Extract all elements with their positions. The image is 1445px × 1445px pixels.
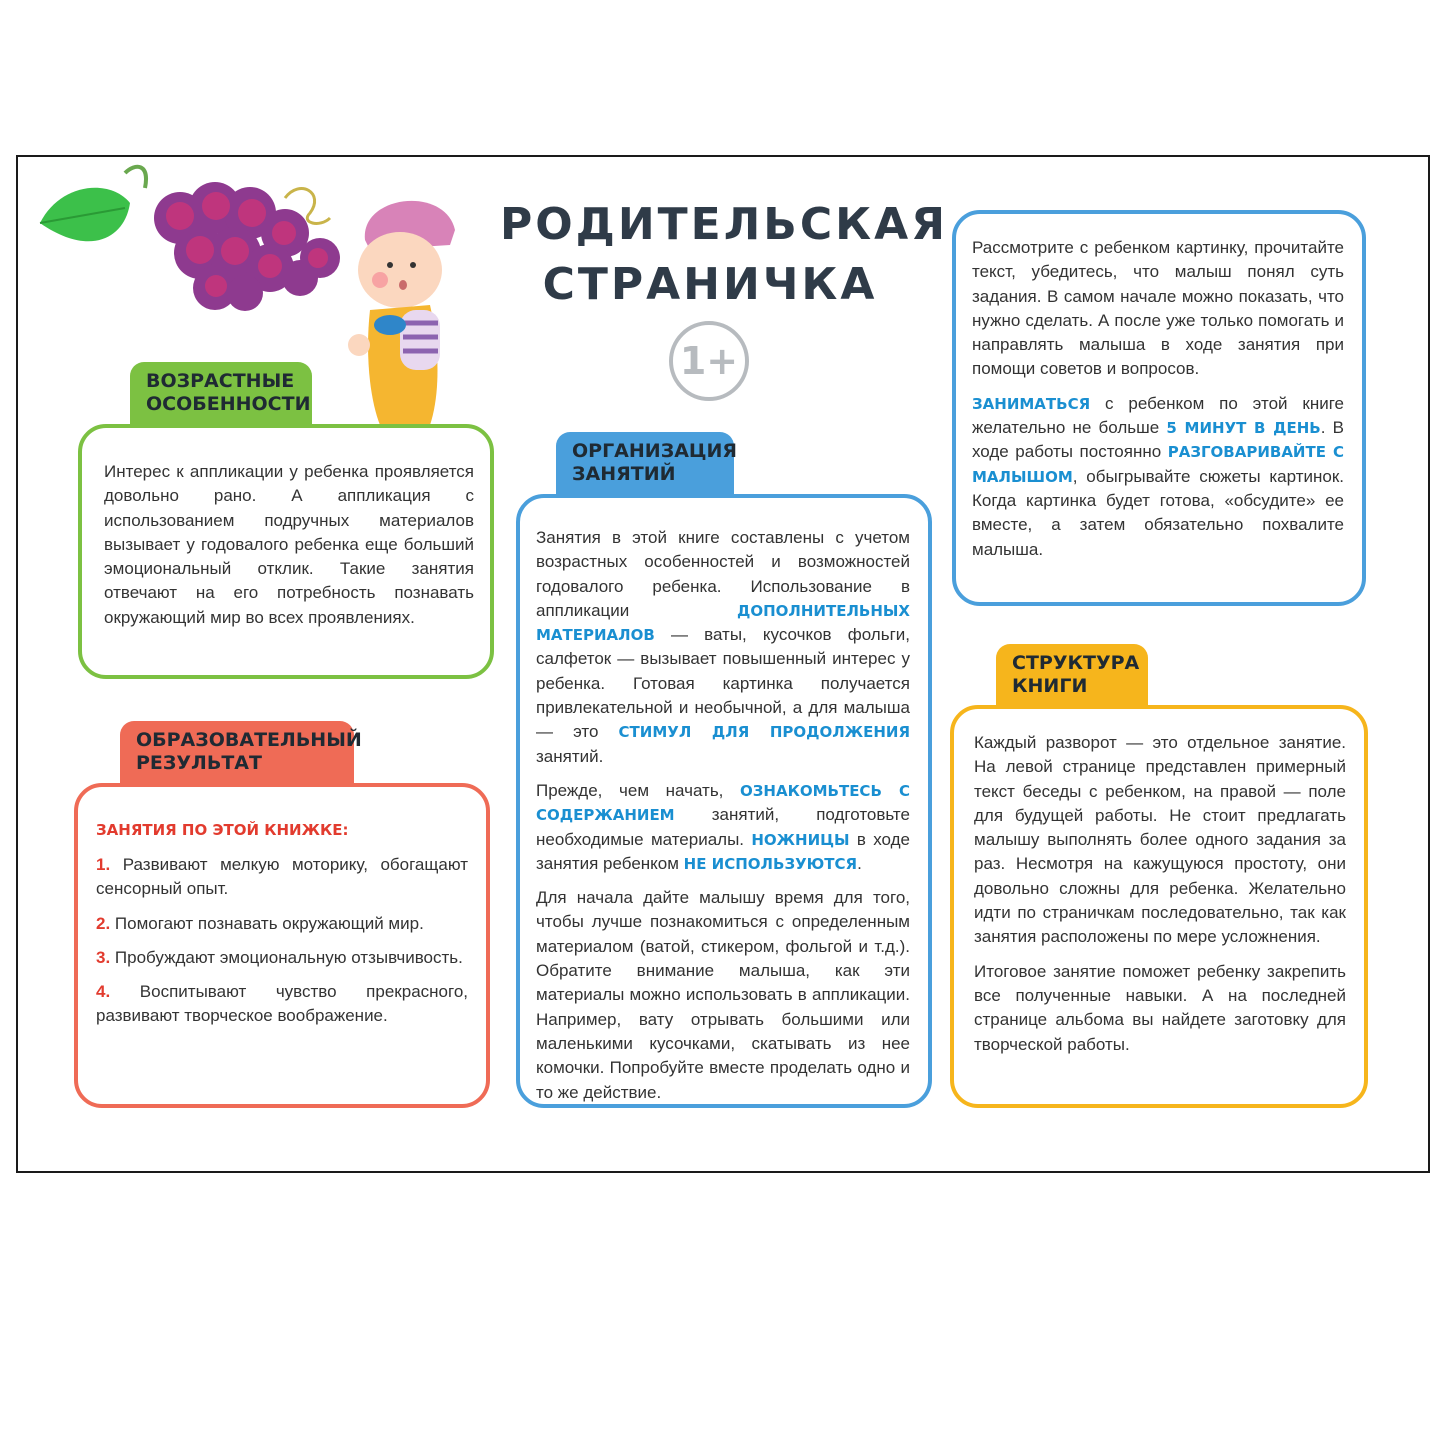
tab-structure [996,644,1148,708]
tips-paragraph-2: ЗАНИМАТЬСЯ с ребенком по этой книге желательно не больше 5 МИНУТ В ДЕНЬ. В ходе работы постоянно РАЗГОВАРИВАЙТЕ С МАЛЫШОМ, обыгрывайте сюжеты картинок. Когда картинка будет готова, «обсудите» ее вместе, а затем обязательно похвалите малыша. [972,393,1345,559]
educational-result-box [74,783,490,1108]
tab-organization-line1: ОРГАНИЗАЦИЯ [572,440,738,462]
tab-educational-result-line1: ОБРАЗОВАТЕЛЬНЫЙ [136,729,362,751]
tab-age-features-line1: ВОЗРАСТНЫЕ [146,370,295,392]
organization-paragraph-1: Занятия в этой книге составлены с учетом возрастных особенностей и возможностей годовалого ребенка. Использование в аппликации ДОПОЛНИТЕЛЬНЫХ МАТЕРИАЛОВ — ваты, кусочков фольги, салфеток — вызывает повышенный интерес у ребенка. Готовая картинка получается привлекательной и необычной, а для малыша — это СТИМУЛ ДЛЯ ПРОДОЛЖЕНИЯ занятий. [536,528,910,766]
structure-box [950,705,1368,1108]
age-badge: 1+ [669,321,749,401]
tab-educational-result [120,721,362,785]
list-item: 4. Воспитывают чувство прекрасного, развивают творческое воображение. [96,982,468,1026]
baby-illustration [345,185,475,435]
age-features-box [78,424,494,679]
organization-paragraph-3: Для начала дайте малышу время для того, чтобы лучше познакомиться с определенным материалом (ватой, стикером, фольгой и т.д.). Обратите внимание малыша, как эти материалы можно использовать в аппликации. Например, вату отрывать большими или маленькими кусочками, скатывать из нее комочки. Попробуйте вместе проделать одно и то же действие. [536,888,910,1102]
organization-box [516,494,932,1108]
tips-paragraph-1: Рассмотрите с ребенком картинку, прочитайте текст, убедитесь, что малыш понял суть задания. В самом начале можно показать, что нужно сделать. А после уже только помогать и направлять малыша в ходе занятия при помощи советов и вопросов. [972,238,1344,379]
list-item: 1. Развивают мелкую моторику, обогащают сенсорный опыт. [96,855,468,899]
tips-box [952,210,1366,606]
tab-structure-line1: СТРУКТУРА [1012,652,1140,674]
tab-structure-line2: КНИГИ [1012,675,1088,697]
age-features-text: Интерес к аппликации у ребенка проявляется довольно рано. А аппликация с использованием подручных материалов вызывает у годовалого ребенка еще больший эмоциональный отклик. Такие занятия отвечают на его потребность познавать окружающий мир во всех проявлениях. [104,462,474,627]
tab-organization [556,432,738,496]
tab-age-features-line2: ОСОБЕННОСТИ [146,393,311,415]
tab-organization-line2: ЗАНЯТИЙ [572,463,676,485]
page-title [500,195,949,315]
structure-paragraph-2: Итоговое занятие поможет ребенку закрепить все полученные навыки. А на последней странице альбома вы найдете заготовку для творческой работы. [974,961,1346,1054]
list-item: 2. Помогают познавать окружающий мир. [96,913,424,933]
structure-paragraph-1: Каждый разворот — это отдельное занятие. На левой странице представлен примерный текст беседы с ребенком, на правой — поле для будущей работы. Не стоит предлагать малышу выполнять более одного задания за раз. Несмотря на кажущуюся простоту, они довольно сложны для ребенка. Желательно идти по страничкам последовательно, так как занятия расположены по мере усложнения. [974,733,1346,947]
organization-paragraph-2: Прежде, чем начать, ОЗНАКОМЬТЕСЬ С СОДЕРЖАНИЕМ занятий, подготовьте необходимые материалы. НОЖНИЦЫ в ходе занятия ребенком НЕ ИСПОЛЬЗУЮТСЯ. [536,780,910,873]
list-item: 3. Пробуждают эмоциональную отзывчивость. [96,947,463,967]
educational-result-heading: ЗАНЯТИЯ ПО ЭТОЙ КНИЖКЕ: [96,821,349,839]
tab-age-features [130,362,312,426]
tab-educational-result-line2: РЕЗУЛЬТАТ [136,752,262,774]
page-title-line1: РОДИТЕЛЬСКАЯ [500,199,949,250]
page-title-line2: СТРАНИЧКА [542,259,878,310]
grapes-illustration [30,158,360,328]
